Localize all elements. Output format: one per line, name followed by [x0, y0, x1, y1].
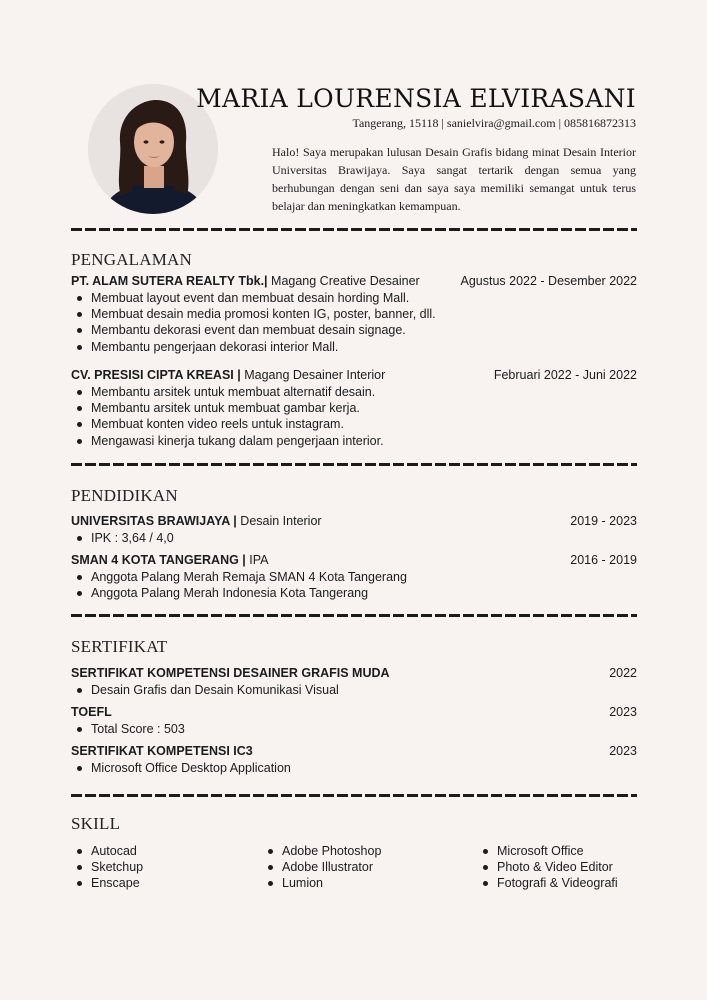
entry-organization: TOEFL	[71, 705, 112, 719]
certificate-entry	[71, 744, 637, 776]
skill-item: Photo & Video Editor	[477, 859, 618, 875]
bullet-item: Anggota Palang Merah Remaja SMAN 4 Kota Tangerang	[71, 569, 637, 585]
bullet-item: Desain Grafis dan Desain Komunikasi Visual	[71, 682, 637, 698]
skill-item: Lumion	[262, 875, 381, 891]
section-divider	[71, 614, 637, 617]
entry-header	[71, 666, 637, 682]
certificate-entry	[71, 666, 637, 698]
entry-role: Magang Desainer Interior	[240, 368, 386, 382]
entry-bullets	[71, 721, 637, 737]
bullet-item: Membantu arsitek untuk membuat gambar kerja.	[71, 400, 637, 416]
bullet-item: Membuat konten video reels untuk instagram.	[71, 416, 637, 432]
entry-header	[71, 274, 637, 290]
entry-bullets	[71, 760, 637, 776]
bullet-item: Microsoft Office Desktop Application	[71, 760, 637, 776]
entry-organization: PT. ALAM SUTERA REALTY Tbk.|	[71, 274, 268, 288]
entry-bullets	[71, 682, 637, 698]
education-heading: PENDIDIKAN	[71, 486, 178, 505]
entry-organization: SMAN 4 KOTA TANGERANG |	[71, 553, 246, 567]
skill-item: Adobe Illustrator	[262, 859, 381, 875]
bullet-item: Membuat layout event dan membuat desain hording Mall.	[71, 290, 637, 306]
certificate-entry	[71, 705, 637, 737]
entry-header	[71, 705, 637, 721]
entry-date: 2023	[609, 744, 637, 758]
entry-organization: CV. PRESISI CIPTA KREASI |	[71, 368, 241, 382]
contact-info: Tangerang, 15118 | sanielvira@gmail.com | 085816872313	[352, 116, 636, 130]
skill-column	[262, 843, 381, 892]
profile-summary: Halo! Saya merupakan lulusan Desain Grafis bidang minat Desain Interior Universitas Brawijaya. Saya sangat tertarik dengan semua yang berhubungan dengan seni dan saya saya memiliki semangat untuk terus belajar dan meningkatkan kemampuan.	[272, 145, 636, 213]
skill-item: Adobe Photoshop	[262, 843, 381, 859]
skill-item: Autocad	[71, 843, 143, 859]
bullet-item: Membantu arsitek untuk membuat alternatif desain.	[71, 384, 637, 400]
entry-organization: UNIVERSITAS BRAWIJAYA |	[71, 514, 237, 528]
entry-date: 2019 - 2023	[570, 514, 637, 528]
section-divider	[71, 794, 637, 797]
entry-date: 2023	[609, 705, 637, 719]
entry-header	[71, 744, 637, 760]
education-entry	[71, 553, 637, 601]
entry-date: 2016 - 2019	[570, 553, 637, 567]
skill-item: Microsoft Office	[477, 843, 618, 859]
entry-role: Magang Creative Desainer	[267, 274, 420, 288]
entry-header	[71, 553, 637, 569]
entry-bullets	[71, 290, 637, 355]
skill-heading: SKILL	[71, 814, 121, 833]
entry-bullets	[71, 384, 637, 449]
entry-bullets	[71, 569, 637, 601]
entry-header	[71, 368, 637, 384]
experience-heading: PENGALAMAN	[71, 250, 192, 269]
skill-item: Sketchup	[71, 859, 143, 875]
skill-column	[71, 843, 143, 892]
experience-entry	[71, 368, 637, 449]
entry-organization: SERTIFIKAT KOMPETENSI IC3	[71, 744, 253, 758]
bullet-item: Membantu pengerjaan dekorasi interior Mall.	[71, 339, 637, 355]
education-entry	[71, 514, 637, 546]
entry-role: Desain Interior	[236, 514, 322, 528]
entry-role: IPA	[245, 553, 269, 567]
bullet-item: Membuat desain media promosi konten IG, poster, banner, dll.	[71, 306, 637, 322]
bullet-item: Membantu dekorasi event dan membuat desain signage.	[71, 322, 637, 338]
entry-organization: SERTIFIKAT KOMPETENSI DESAINER GRAFIS MUDA	[71, 666, 390, 680]
experience-entry	[71, 274, 637, 355]
skill-column	[477, 843, 618, 892]
candidate-name: MARIA LOURENSIA ELVIRASANI	[196, 84, 636, 113]
section-divider	[71, 228, 637, 231]
entry-header	[71, 514, 637, 530]
entry-date: Februari 2022 - Juni 2022	[493, 368, 637, 382]
entry-date: Agustus 2022 - Desember 2022	[460, 274, 637, 288]
entry-bullets	[71, 530, 637, 546]
entry-date: 2022	[609, 666, 637, 680]
bullet-item: Total Score : 503	[71, 721, 637, 737]
section-divider	[71, 463, 637, 466]
certificate-heading: SERTIFIKAT	[71, 637, 168, 656]
bullet-item: Anggota Palang Merah Indonesia Kota Tangerang	[71, 585, 637, 601]
bullet-item: IPK : 3,64 / 4,0	[71, 530, 637, 546]
bullet-item: Mengawasi kinerja tukang dalam pengerjaan interior.	[71, 433, 637, 449]
skill-item: Fotografi & Videografi	[477, 875, 618, 891]
skill-item: Enscape	[71, 875, 143, 891]
